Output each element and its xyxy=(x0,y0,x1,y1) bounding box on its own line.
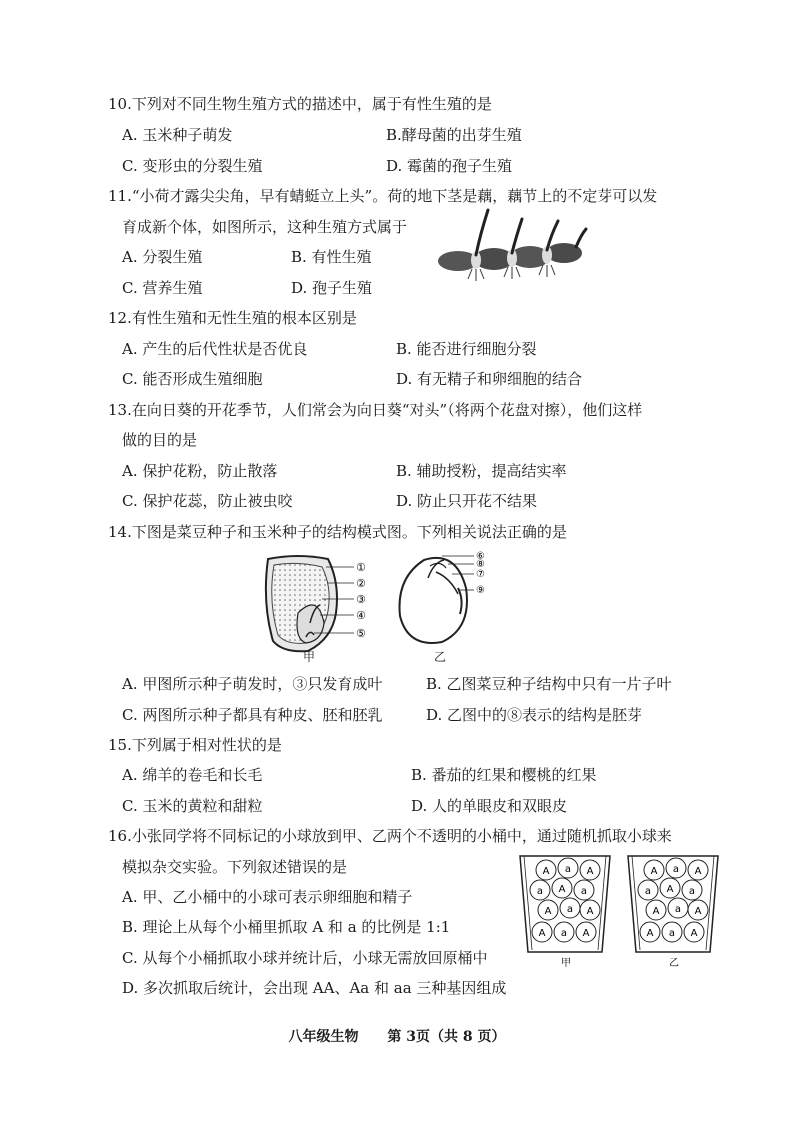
question-16-stem-cont: 模拟杂交实验。下列叙述错误的是 xyxy=(122,858,348,876)
bean-seed-diagram xyxy=(394,548,504,660)
bucket-yi-ball-label: A xyxy=(694,866,702,877)
bucket-jia-ball-label: A xyxy=(586,906,594,917)
q12-option-b: B. 能否进行细胞分裂 xyxy=(396,340,537,358)
q13-option-a: A. 保护花粉，防止散落 xyxy=(122,462,278,480)
corn-label-1: ① xyxy=(356,561,366,574)
bucket-jia-ball-label: A xyxy=(544,906,552,917)
q10-option-a: A. 玉米种子萌发 xyxy=(122,126,233,144)
bucket-jia-ball-label: a xyxy=(560,928,568,939)
footer-page-number: 第 3页（共 8 页） xyxy=(387,1029,506,1045)
corn-label-5: ⑤ xyxy=(356,627,366,640)
bucket-yi-ball-label: a xyxy=(644,886,652,897)
bucket-yi-ball-label: A xyxy=(646,928,654,939)
q15-option-c: C. 玉米的黄粒和甜粒 xyxy=(122,797,263,815)
bucket-jia-caption: 甲 xyxy=(561,958,571,969)
bucket-jia-ball-label: A xyxy=(542,866,550,877)
question-12-stem: 12.有性生殖和无性生殖的根本区别是 xyxy=(108,309,357,327)
question-11-stem: 11.“小荷才露尖尖角，早有蜻蜓立上头”。荷的地下茎是藕，藕节上的不定芽可以发 xyxy=(108,187,658,205)
corn-caption: 甲 xyxy=(303,650,316,664)
bucket-yi-ball-label: a xyxy=(674,904,682,915)
q11-option-c: C. 营养生殖 xyxy=(122,279,203,297)
bucket-jia-ball-label: A xyxy=(586,866,594,877)
bean-label-6: ⑥ xyxy=(476,551,485,562)
q14-option-a: A. 甲图所示种子萌发时，③只发育成叶 xyxy=(122,675,383,693)
bean-label-8: ⑧ xyxy=(476,559,485,570)
q14-option-d: D. 乙图中的⑧表示的结构是胚芽 xyxy=(426,706,643,724)
q14-option-c: C. 两图所示种子都具有种皮、胚和胚乳 xyxy=(122,706,383,724)
bean-caption: 乙 xyxy=(434,650,447,664)
lotus-rhizome-figure xyxy=(436,205,586,285)
q12-option-c: C. 能否形成生殖细胞 xyxy=(122,370,263,388)
bean-label-9: ⑨ xyxy=(476,585,485,596)
q15-option-d: D. 人的单眼皮和双眼皮 xyxy=(411,797,568,815)
corn-label-2: ② xyxy=(356,577,366,590)
q11-option-b: B. 有性生殖 xyxy=(291,248,372,266)
bucket-yi-ball-label: a xyxy=(672,864,680,875)
question-13-stem-cont: 做的目的是 xyxy=(122,431,198,449)
q14-option-b: B. 乙图菜豆种子结构中只有一片子叶 xyxy=(426,675,672,693)
bucket-jia-ball-label: A xyxy=(558,884,566,895)
question-13-stem: 13.在向日葵的开花季节，人们常会为向日葵“对头”（将两个花盘对擦），他们这样 xyxy=(108,401,643,419)
bucket-yi xyxy=(628,856,718,952)
bucket-jia-ball-label: a xyxy=(566,904,574,915)
corn-label-3: ③ xyxy=(356,593,366,606)
q16-option-c: C. 从每个小桶抓取小球并统计后，小球无需放回原桶中 xyxy=(122,949,488,967)
q15-option-a: A. 绵羊的卷毛和长毛 xyxy=(122,766,263,784)
q12-option-d: D. 有无精子和卵细胞的结合 xyxy=(396,370,583,388)
bucket-jia-ball-label: a xyxy=(580,886,588,897)
bucket-jia-ball-label: a xyxy=(536,886,544,897)
rhizome-segments xyxy=(438,243,582,271)
page-footer xyxy=(0,1026,794,1046)
q15-option-b: B. 番茄的红果和樱桃的红果 xyxy=(411,766,597,784)
q13-option-c: C. 保护花蕊，防止被虫咬 xyxy=(122,492,293,510)
bucket-jia-ball-label: A xyxy=(582,928,590,939)
question-16-stem: 16.小张同学将不同标记的小球放到甲、乙两个不透明的小桶中，通过随机抓取小球来 xyxy=(108,827,672,845)
q16-option-b: B. 理论上从每个小桶里抓取 A 和 a 的比例是 1:1 xyxy=(122,918,451,936)
question-15-stem: 15.下列属于相对性状的是 xyxy=(108,736,282,754)
bucket-yi-ball-label: a xyxy=(688,886,696,897)
buckets-figure xyxy=(516,852,724,970)
bucket-yi-ball-label: A xyxy=(652,906,660,917)
q12-option-a: A. 产生的后代性状是否优良 xyxy=(122,340,308,358)
q10-option-b: B.酵母菌的出芽生殖 xyxy=(386,126,522,144)
bucket-jia-ball-label: A xyxy=(538,928,546,939)
corn-label-4: ④ xyxy=(356,609,366,622)
q13-option-b: B. 辅助授粉，提高结实率 xyxy=(396,462,567,480)
q16-option-a: A. 甲、乙小桶中的小球可表示卵细胞和精子 xyxy=(122,888,413,906)
question-11-stem-cont: 育成新个体，如图所示，这种生殖方式属于 xyxy=(122,218,408,236)
footer-subject: 八年级生物 xyxy=(288,1029,359,1045)
roots xyxy=(468,265,555,281)
bean-label-7: ⑦ xyxy=(476,569,485,580)
q11-option-a: A. 分裂生殖 xyxy=(122,248,203,266)
q16-option-d: D. 多次抓取后统计，会出现 AA、Aa 和 aa 三种基因组成 xyxy=(122,979,507,997)
bucket-yi-ball-label: a xyxy=(668,928,676,939)
q13-option-d: D. 防止只开花不结果 xyxy=(396,492,538,510)
q10-option-c: C. 变形虫的分裂生殖 xyxy=(122,157,263,175)
q11-option-d: D. 孢子生殖 xyxy=(291,279,373,297)
bucket-jia xyxy=(520,856,610,952)
question-10-stem: 10.下列对不同生物生殖方式的描述中，属于有性生殖的是 xyxy=(108,95,492,113)
bucket-yi-ball-label: A xyxy=(690,928,698,939)
bucket-yi-ball-label: A xyxy=(666,884,674,895)
q10-option-d: D. 霉菌的孢子生殖 xyxy=(386,157,513,175)
bucket-yi-ball-label: A xyxy=(650,866,658,877)
bucket-yi-ball-label: A xyxy=(694,906,702,917)
bucket-jia-ball-label: a xyxy=(564,864,572,875)
corn-seed-diagram xyxy=(258,553,388,663)
question-14-stem: 14.下图是菜豆种子和玉米种子的结构模式图。下列相关说法正确的是 xyxy=(108,523,567,541)
bucket-yi-caption: 乙 xyxy=(669,958,679,969)
